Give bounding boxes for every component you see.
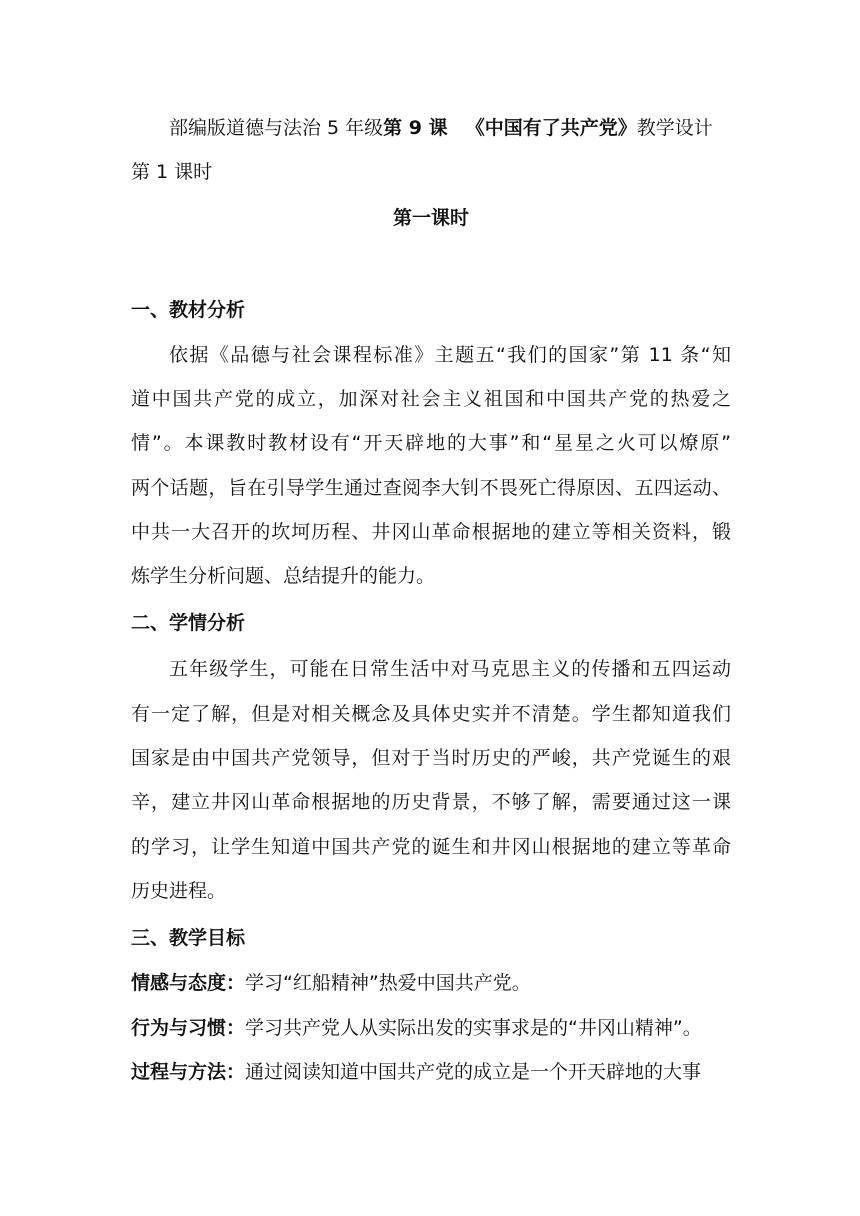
section1-heading: 一、教材分析 <box>131 299 246 321</box>
section1-line: 依据《品德与社会课程标准》主题五“我们的国家”第 11 条“知 <box>169 344 731 366</box>
goal-text: 通过阅读知道中国共产党的成立是一个开天辟地的大事 <box>245 1061 702 1083</box>
section1-line: 中共一大召开的坎坷历程、井冈山革命根据地的建立等相关资料，锻 <box>131 521 731 543</box>
section2-line: 辛，建立井冈山革命根据地的历史背景，不够了解，需要通过这一课 <box>131 791 731 813</box>
title-lesson: 第 9 课 <box>383 117 448 139</box>
section2-line: 历史进程。 <box>131 880 227 902</box>
goal-item <box>131 1016 731 1040</box>
section1-line: 情”。本课教时教材设有“开天辟地的大事”和“星星之火可以燎原” <box>131 432 731 454</box>
section2-heading: 二、学情分析 <box>131 612 246 634</box>
goal-text: 学习“红船精神”热爱中国共产党。 <box>245 972 531 994</box>
section2-line: 有一定了解，但是对相关概念及具体史实并不清楚。学生都知道我们 <box>131 703 731 725</box>
title-book: 《中国有了共产党》 <box>465 117 637 139</box>
title-line2: 第 1 课时 <box>131 161 213 183</box>
goal-item <box>131 1060 731 1084</box>
goal-label: 行为与习惯： <box>131 1017 246 1039</box>
document-title <box>169 116 731 140</box>
section1-line: 两个话题，旨在引导学生通过查阅李大钊不畏死亡得原因、五四运动、 <box>131 477 731 499</box>
goal-item <box>131 971 731 995</box>
section3-heading: 三、教学目标 <box>131 927 246 949</box>
goal-label: 过程与方法： <box>131 1061 246 1083</box>
section1-line: 炼学生分析问题、总结提升的能力。 <box>131 565 436 587</box>
section1-line: 道中国共产党的成立，加深对社会主义祖国和中国共产党的热爱之 <box>131 388 731 410</box>
section2-line: 的学习，让学生知道中国共产党的诞生和井冈山根据地的建立等革命 <box>131 836 731 858</box>
title-part4: 教学设计 <box>636 117 713 139</box>
title-part1: 部编版道德与法治 5 年级 <box>169 117 384 139</box>
section2-line: 五年级学生，可能在日常生活中对马克思主义的传播和五四运动 <box>169 658 731 680</box>
section2-line: 国家是由中国共产党领导，但对于当时历史的严峻，共产党诞生的艰 <box>131 747 731 769</box>
goal-label: 情感与态度： <box>131 972 246 994</box>
goal-text: 学习共产党人从实际出发的实事求是的“井冈山精神”。 <box>245 1017 702 1039</box>
subtitle: 第一课时 <box>392 207 469 229</box>
